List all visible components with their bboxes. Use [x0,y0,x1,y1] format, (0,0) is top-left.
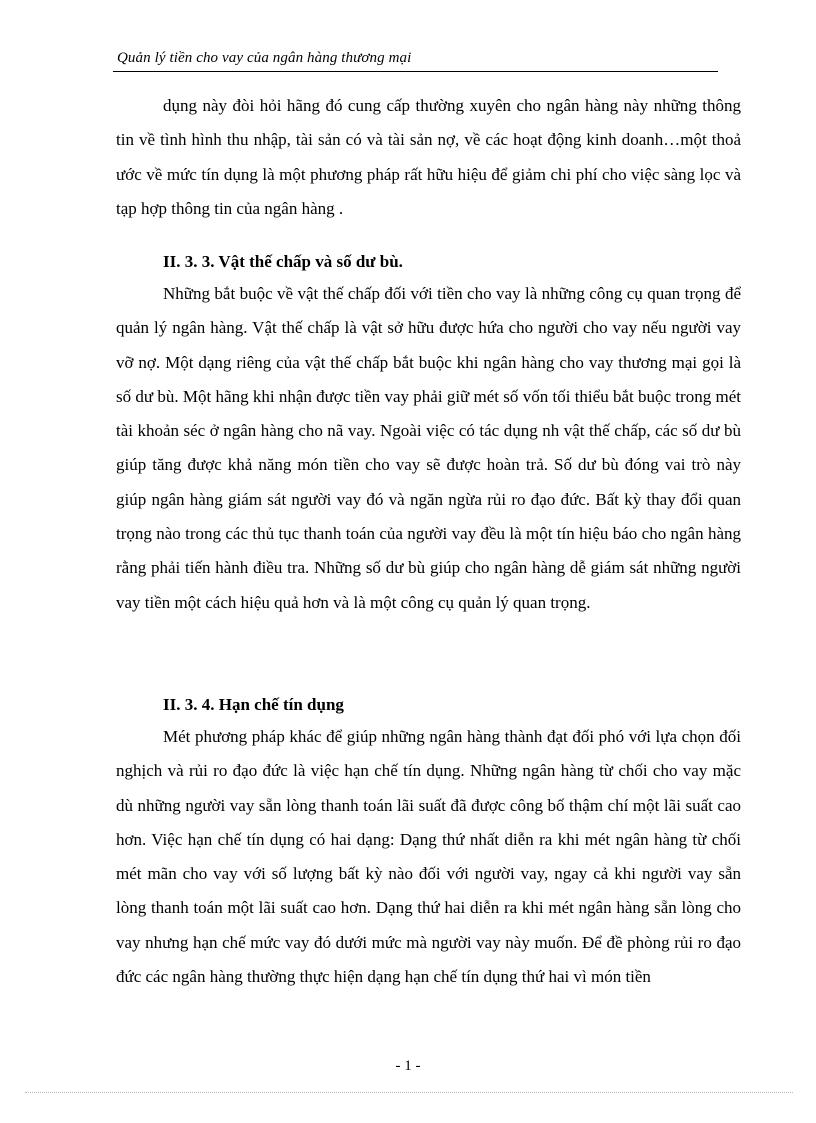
intro-paragraph: dụng này đòi hỏi hãng đó cung cấp thường xuyên cho ngân hàng này những thông tin về tình hình thu nhập, tài sản có và tài sản nợ, về các hoạt động kinh doanh…một thoả ước về mức tín dụng là một phương pháp rất hữu hiệu để giảm chi phí cho việc sàng lọc và tạp hợp thông tin của ngân hàng . [116,96,741,218]
running-header: Quản lý tiền cho vay của ngân hàng thương mại [117,50,412,66]
section-heading-collateral: II. 3. 3. Vật thế chấp và số dư bù. [163,252,403,271]
section-heading-credit-rationing: II. 3. 4. Hạn chế tín dụng [163,695,344,714]
header-divider [113,71,718,72]
collateral-paragraph: Những bắt buộc về vật thế chấp đối với tiền cho vay là những công cụ quan trọng để quản lý ngân hàng. Vật thế chấp là vật sở hữu được hứa cho người cho vay nếu người vay vỡ nợ. Một dạng riêng của vật thế chấp bắt buộc khi ngân hàng cho vay thương mại gọi là số dư bù. Một hãng khi nhận được tiền vay phải giữ mét số vốn tối thiểu bắt buộc trong mét tài khoản séc ở ngân hàng cho nã vay. Ngoài việc có tác dụng nh vật thế chấp, các số dư bù giúp tăng được khả năng món tiền cho vay sẽ được hoàn trả. Số dư bù đóng vai trò này giúp ngân hàng giám sát người vay đó và ngăn ngừa rủi ro đạo đức. Bất kỳ thay đổi quan trọng nào trong các thủ tục thanh toán của người vay đều là một tín hiệu báo cho ngân hàng rằng phải tiến hành điều tra. Những số dư bù giúp cho ngân hàng dễ giám sát những người vay tiền một cách hiệu quả hơn và là một công cụ quản lý quan trọng. [116,284,741,612]
page-bottom-divider [25,1092,793,1093]
intro-block [116,89,741,226]
page-number: - 1 - [395,1058,421,1074]
credit-rationing-paragraph: Mét phương pháp khác để giúp những ngân hàng thành đạt đối phó với lựa chọn đối nghịch và rủi ro đạo đức là việc hạn chế tín dụng. Những ngân hàng từ chối cho vay mặc dù những người vay sẵn lòng thanh toán lãi suất đã được công bố thậm chí một lãi suất cao hơn. Việc hạn chế tín dụng có hai dạng: Dạng thứ nhất diễn ra khi mét ngân hàng từ chối mét mãn cho vay với số lượng bất kỳ nào đối với người vay, ngay cả khi người vay sẵn lòng thanh toán một lãi suất cao hơn. Dạng thứ hai diễn ra khi mét ngân hàng sẵn lòng cho vay nhưng hạn chế mức vay đó dưới mức mà người vay này muốn. Để đề phòng rủi ro đạo đức các ngân hàng thường thực hiện dạng hạn chế tín dụng thứ hai vì món tiền [116,727,741,987]
collateral-block [116,277,741,620]
credit-rationing-block [116,720,741,994]
